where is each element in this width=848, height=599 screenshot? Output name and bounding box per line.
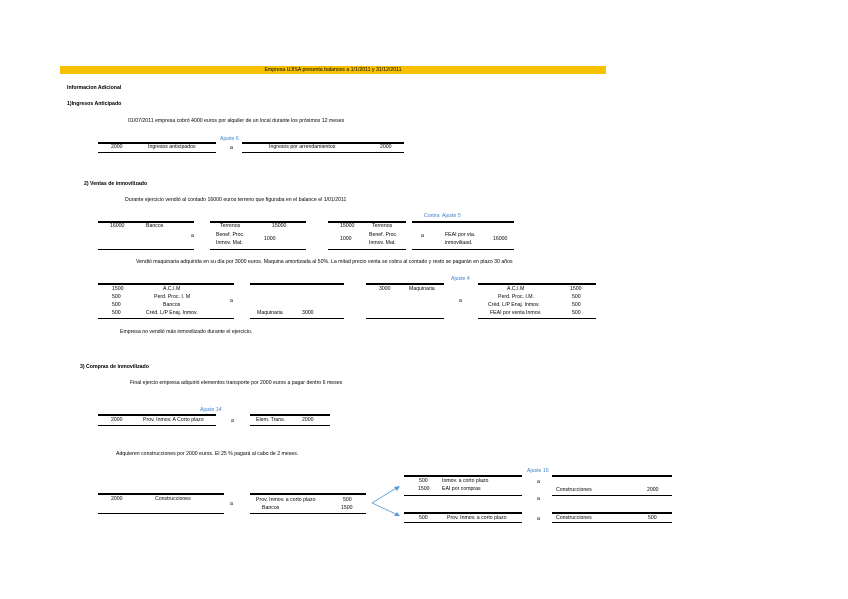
- entry-line: [404, 522, 522, 523]
- a-connector: a: [537, 496, 540, 502]
- section-2-note: Empresa no vendió más inmovilizado durante el ejercicio.: [120, 329, 253, 335]
- amount: 1500: [341, 505, 353, 511]
- a-connector: a: [459, 298, 462, 304]
- amount: 1000: [264, 236, 276, 242]
- a-connector: a: [230, 145, 233, 151]
- amount: 500: [112, 310, 121, 316]
- ajuste-label: Ajuste 6: [220, 136, 239, 142]
- account: Inmov. Mat.: [369, 240, 396, 246]
- entry-line: [404, 475, 522, 477]
- ajuste-label: Ajuste 5: [442, 213, 461, 219]
- account: Benef. Proc.: [369, 232, 398, 238]
- amount: 1500: [418, 486, 430, 492]
- amount: 500: [572, 294, 581, 300]
- account: Terrenos: [372, 223, 393, 229]
- account: Terrenos: [220, 223, 241, 229]
- arrow-down: [372, 503, 398, 515]
- amount: 3000: [302, 310, 314, 316]
- account: Perd. Proc. I.M.: [498, 294, 535, 300]
- account: EAI por compras: [442, 486, 481, 492]
- account: Ingresos por arrendamientos: [269, 144, 336, 150]
- amount: 2000: [111, 496, 123, 502]
- section-2-desc2: Vendió maquinaria adquirida en su día por 3000 euros. Maquina amortizada al 50%. La mitad precio venta se cobra al contado y resto se pagarán en plazo 30 años: [136, 259, 513, 265]
- amount: 3000: [379, 286, 391, 292]
- account: inmoviliaad.: [445, 240, 473, 246]
- a-connector: a: [537, 516, 540, 522]
- account: Inmov. a corto plazo: [442, 478, 489, 484]
- amount: 500: [343, 497, 352, 503]
- page-title: Empresa UJISA presenta balances a 1/1/2011 y 31/12/2011: [264, 67, 402, 73]
- entry-line: [404, 495, 522, 496]
- section-2-heading: 2) Ventas de inmovilizado: [84, 181, 148, 187]
- a-connector: a: [191, 233, 194, 239]
- contra-label: Contra: [424, 213, 440, 219]
- amount: 16000: [493, 236, 508, 242]
- account: Bancos: [146, 223, 164, 229]
- entry-line: [552, 475, 672, 477]
- amount: 500: [112, 302, 121, 308]
- account: Prov. Inmov. a corto plazo: [256, 497, 316, 503]
- info-label: Informacion Adicional: [67, 85, 122, 91]
- amount: 15000: [272, 223, 287, 229]
- a-connector: a: [537, 479, 540, 485]
- account: Elem. Trans.: [256, 417, 286, 423]
- arrow-up: [372, 487, 398, 503]
- ajuste-label: Ajuste 4: [451, 276, 470, 282]
- amount: 500: [419, 478, 428, 484]
- entry-line: [404, 512, 522, 514]
- a-connector: a: [230, 501, 233, 507]
- account: Perd. Proc. I. M: [154, 294, 191, 300]
- account: Maquinaria: [409, 286, 435, 292]
- entry-line: [552, 512, 672, 514]
- account: A.C.I.M: [507, 286, 525, 292]
- section-1-desc: 01/07/2011 empresa cobró 4000 euros por alquiler de un local durante los próximos 12 meses: [128, 118, 345, 124]
- section-3-desc2: Adquieren construcciones por 2000 euros. El 25 % pagará al cabo de 2 meses.: [116, 451, 299, 457]
- amount: 1000: [340, 236, 352, 242]
- a-connector: a: [230, 298, 233, 304]
- amount: 2000: [647, 487, 659, 493]
- amount: 16000: [110, 223, 125, 229]
- entry-line: [552, 522, 672, 523]
- account: Bancos: [262, 505, 280, 511]
- entry-line: [552, 495, 672, 496]
- amount: 500: [648, 515, 657, 521]
- amount: 2000: [111, 417, 123, 423]
- ajuste-label: Ajuste 14: [200, 407, 222, 413]
- account: A.C.I.M: [163, 286, 181, 292]
- amount: 500: [112, 294, 121, 300]
- account: Construcciones: [556, 515, 592, 521]
- account: FEAI por venta Inmov.: [490, 310, 542, 316]
- amount: 1500: [112, 286, 124, 292]
- section-1-heading: 1)Ingresos Anticipado: [67, 101, 122, 107]
- account: Bancos: [163, 302, 181, 308]
- account: FEAI por vta.: [445, 232, 476, 238]
- account: Créd. L/P Enaj. Inmov.: [146, 310, 198, 316]
- ajuste-label: Ajuste 15: [527, 468, 549, 474]
- account: Benef. Proc.: [216, 232, 245, 238]
- section-3-desc: Final ejercio empresa adquirió elementos transporte por 2000 euros a pagar dentro 6 meses: [130, 380, 343, 386]
- account: Inmov. Mat.: [216, 240, 243, 246]
- amount: 500: [572, 310, 581, 316]
- amount: 2000: [380, 144, 392, 150]
- account: Ingresos anticipados: [148, 144, 196, 150]
- amount: 15000: [340, 223, 355, 229]
- account: Construcciones: [155, 496, 191, 502]
- account: Maquinaria: [257, 310, 283, 316]
- amount: 500: [572, 302, 581, 308]
- a-connector: a: [231, 418, 234, 424]
- account: Prov. Inmov. a corto plazo: [447, 515, 507, 521]
- account: Prov. Inmov. A Corto plazo: [143, 417, 204, 423]
- amount: 1500: [570, 286, 582, 292]
- section-2-desc: Durante ejercicio vendió al contado 16000 euros terreno que figuraba en el balance el 1/01/2011: [125, 197, 347, 203]
- amount: 2000: [302, 417, 314, 423]
- section-3-heading: 3) Compras de inmovilizado: [80, 364, 149, 370]
- account: Construcciones: [556, 487, 592, 493]
- amount: 500: [419, 515, 428, 521]
- amount: 2000: [111, 144, 123, 150]
- a-connector: a: [421, 233, 424, 239]
- account: Créd. L/P Enaj. Inmov.: [488, 302, 540, 308]
